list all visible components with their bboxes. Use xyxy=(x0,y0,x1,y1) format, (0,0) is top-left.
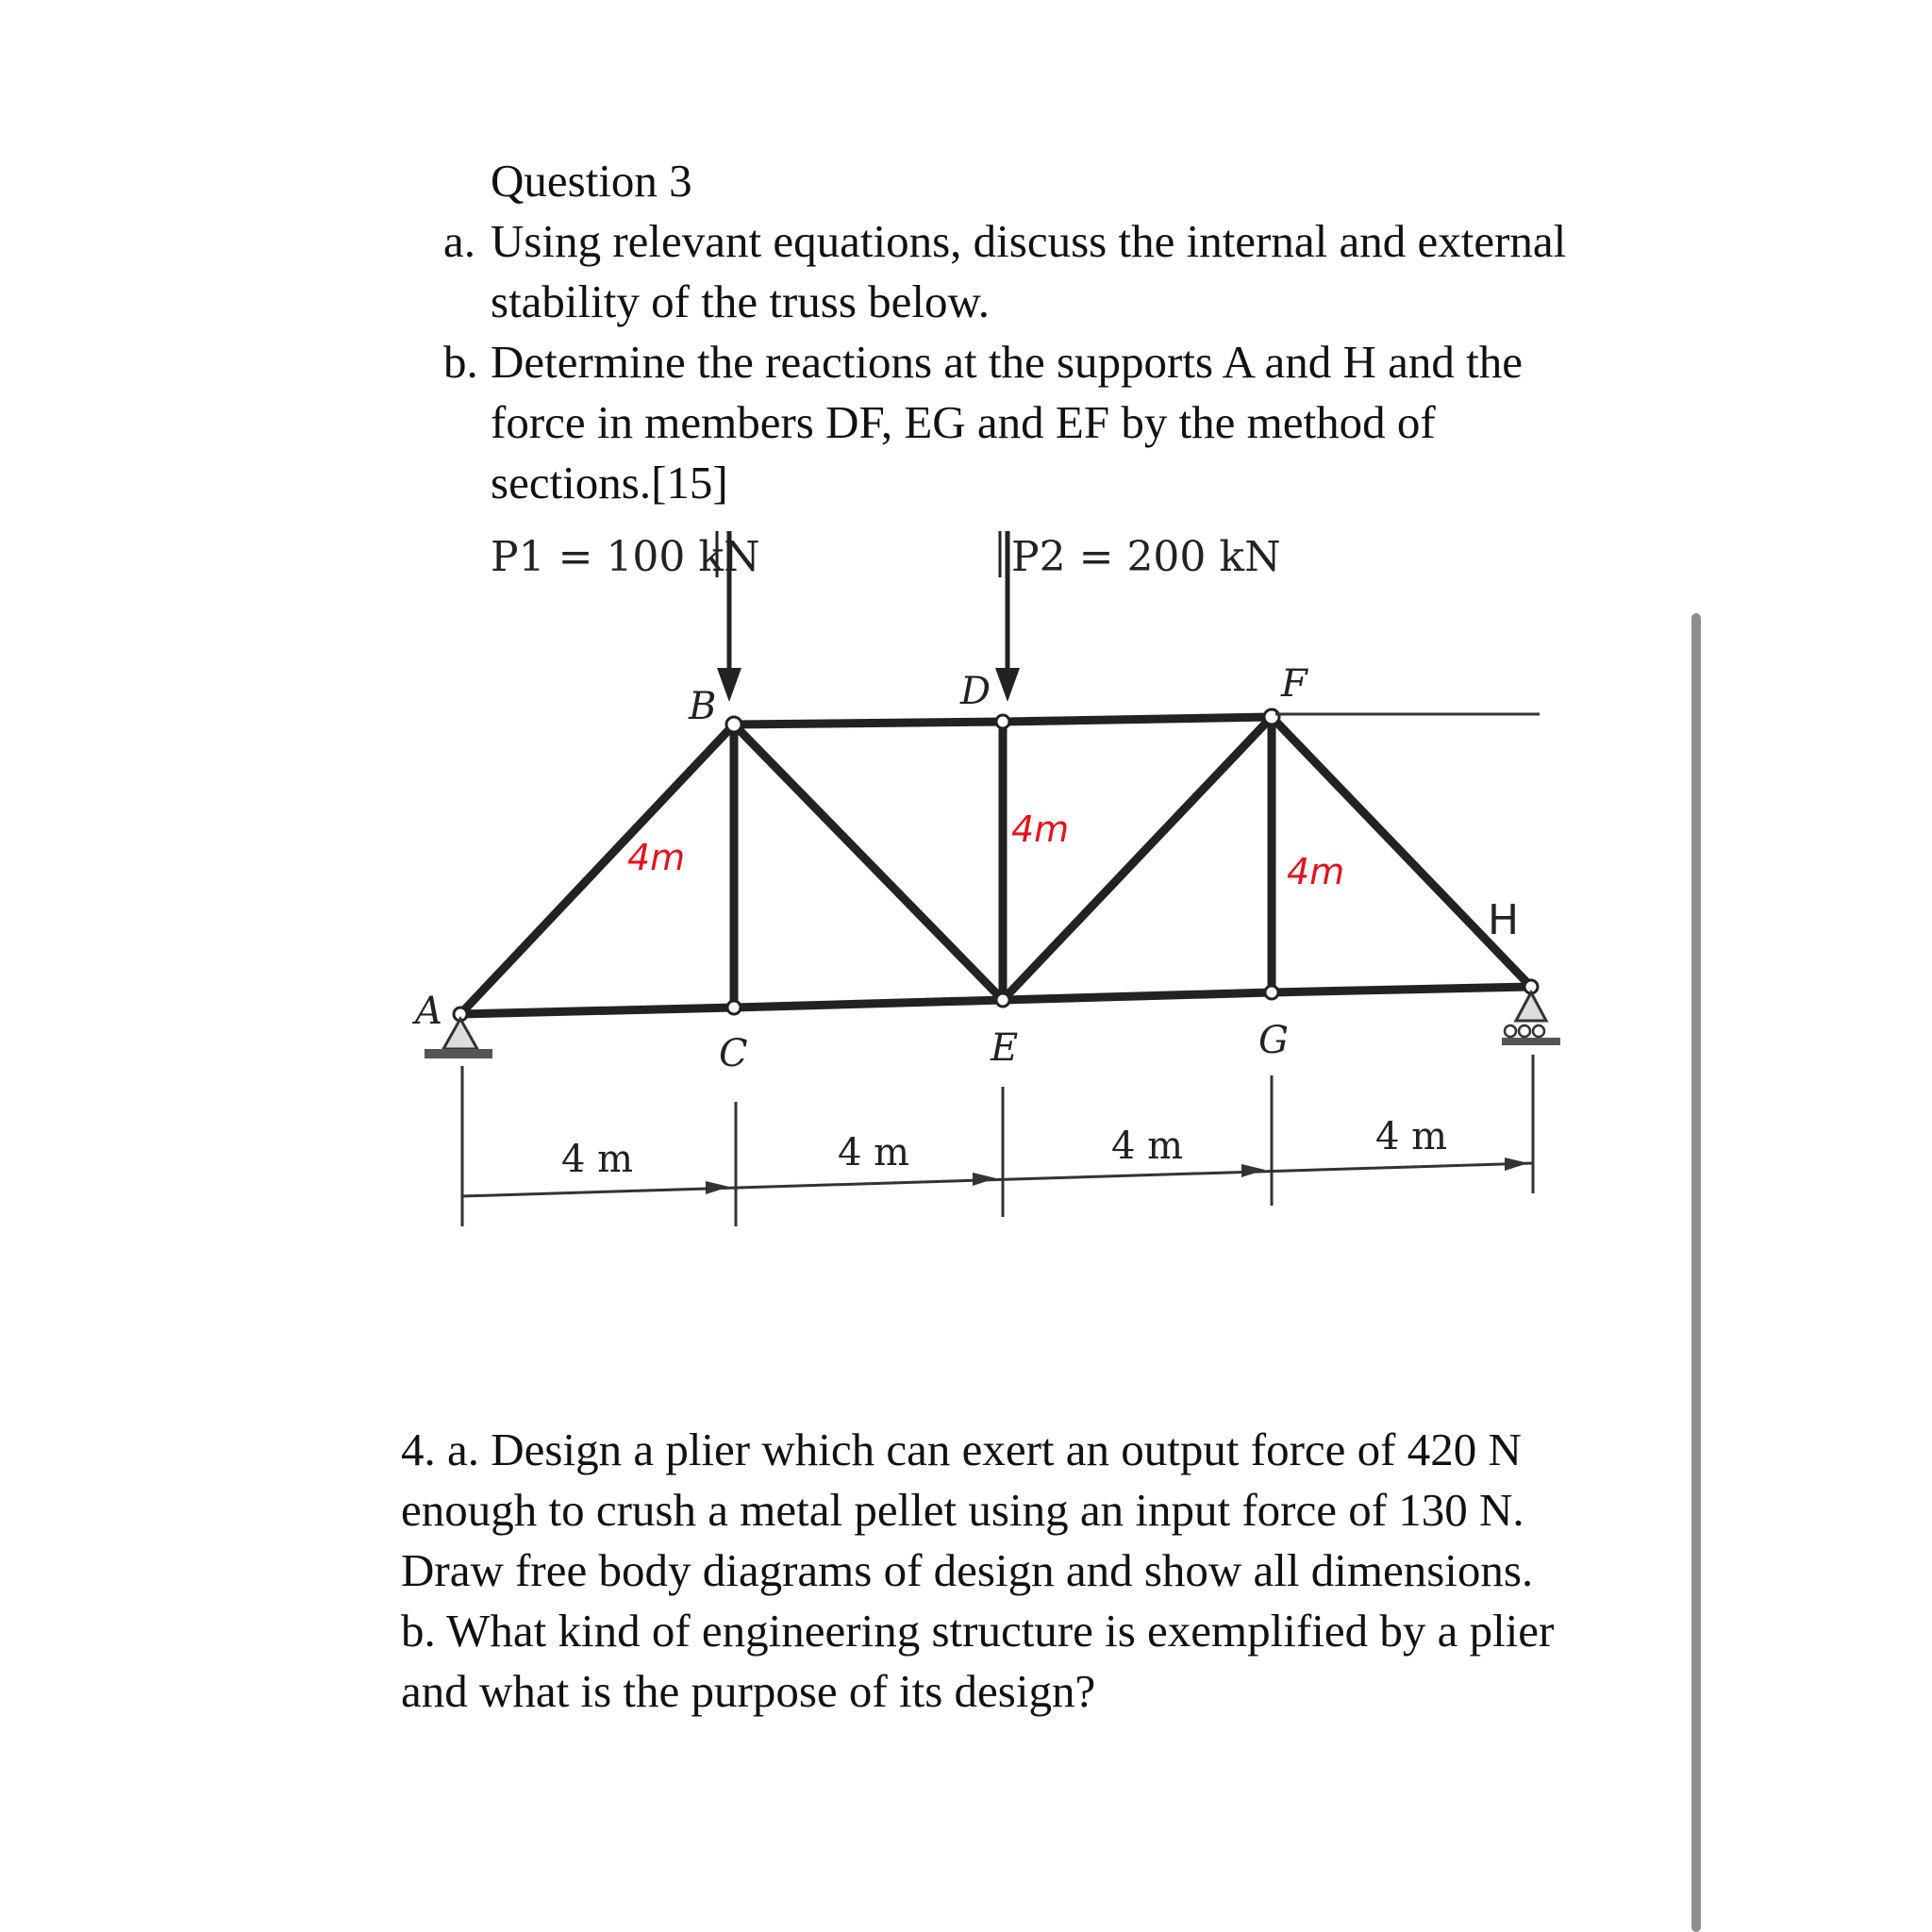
member-bd xyxy=(734,722,1003,724)
span-label-eg: 4 m xyxy=(1111,1124,1184,1168)
load-p2-label: P2 = 200 kN xyxy=(1011,533,1281,581)
span-label-gh: 4 m xyxy=(1375,1115,1448,1158)
question-3a-label: a. xyxy=(443,215,475,267)
truss-members xyxy=(460,717,1531,1014)
pin-d xyxy=(996,715,1009,728)
joint-label-c: C xyxy=(719,1032,748,1075)
member-ce xyxy=(734,1000,1003,1008)
question-3b-label: b. xyxy=(443,336,478,388)
member-df xyxy=(1003,717,1272,722)
handwritten-note-de: 4m xyxy=(1011,808,1070,850)
question-3-title: Question 3 xyxy=(491,155,692,207)
load-p1-label: P1 = 100 kN xyxy=(491,533,760,581)
question-3b-text: Determine the reactions at the supports A and H and the force in members DF, EG and EF by the method of sections.[15] xyxy=(491,336,1524,508)
member-eg xyxy=(1003,992,1272,1000)
joint-label-e: E xyxy=(991,1026,1019,1070)
member-be xyxy=(734,724,1003,1000)
joint-label-b: B xyxy=(689,685,717,728)
member-ef xyxy=(1003,717,1272,1000)
handwritten-note-ab: 4m xyxy=(627,837,686,878)
question-3a-text: Using relevant equations, discuss the internal and external stability of the truss below. xyxy=(491,215,1567,327)
pin-c xyxy=(727,1001,741,1014)
span-label-ac: 4 m xyxy=(561,1138,634,1181)
handwritten-note-fg: 4m xyxy=(1287,851,1345,892)
joint-label-g: G xyxy=(1258,1019,1289,1062)
joint-label-f: F xyxy=(1281,662,1307,706)
question-4 xyxy=(401,1420,1608,1722)
joint-pins xyxy=(454,709,1538,1021)
pin-b xyxy=(726,717,741,732)
pin-e xyxy=(996,993,1009,1007)
joint-label-d: D xyxy=(960,670,991,713)
load-labels xyxy=(491,533,1281,581)
member-gh xyxy=(1272,987,1531,992)
member-ab xyxy=(460,724,734,1014)
span-label-ce: 4 m xyxy=(838,1131,910,1174)
pin-f xyxy=(1264,709,1279,724)
pin-g xyxy=(1265,986,1278,999)
member-ac xyxy=(460,1008,734,1014)
question-4b-text: b. What kind of engineering structure is exemplified by a plier and what is the purpose of its design? xyxy=(401,1605,1555,1717)
support-h-roller xyxy=(1502,992,1560,1045)
handwritten-joint-label-h: H xyxy=(1488,896,1520,944)
question-4a-text: 4. a. Design a plier which can exert an output force of 420 N enough to crush a metal pellet using an input force of 130 N. Draw free body diagrams of design and show all dimensions. xyxy=(401,1424,1534,1596)
vertical-scrollbar[interactable] xyxy=(1691,613,1701,1932)
joint-label-a: A xyxy=(415,990,442,1033)
